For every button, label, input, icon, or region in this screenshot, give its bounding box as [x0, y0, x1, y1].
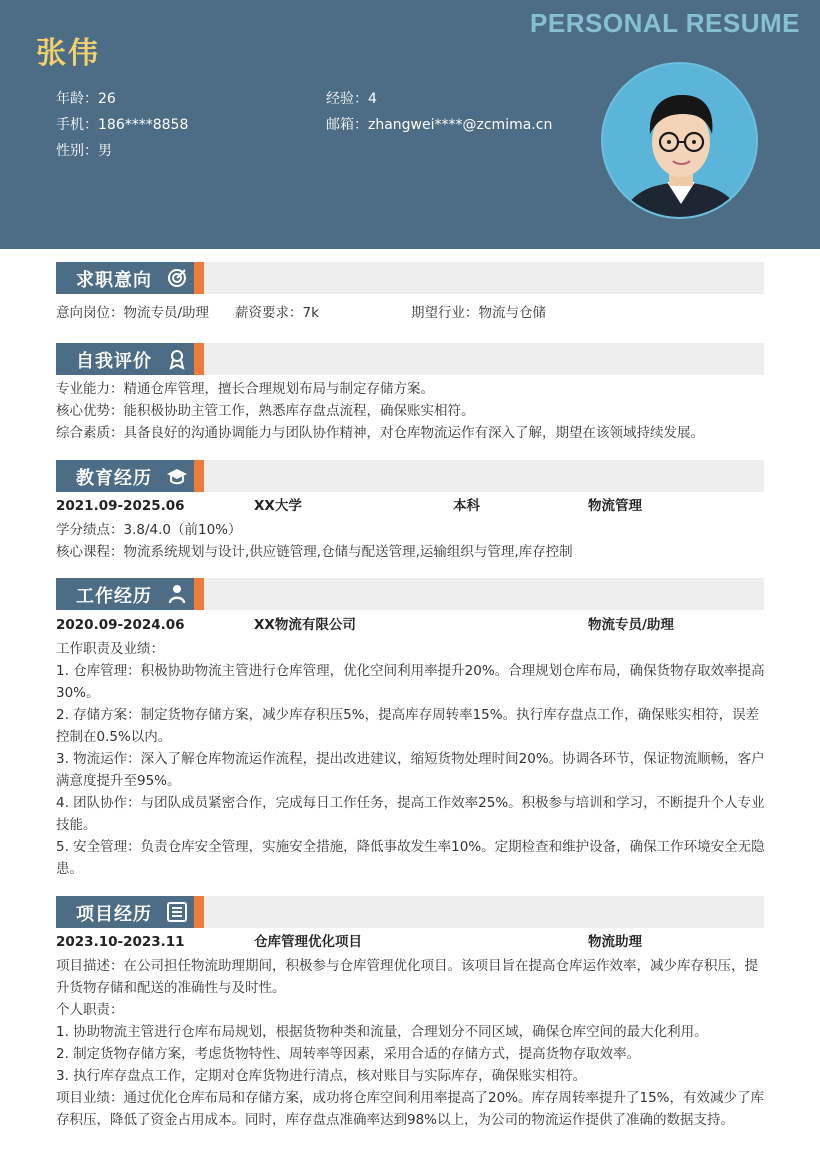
- project-duties-title: 个人职责：: [56, 1002, 124, 1018]
- project-role: 物流助理: [588, 934, 642, 950]
- section-header-education: [56, 460, 764, 492]
- intent-industry: 期望行业：物流与仓储: [411, 305, 546, 321]
- candidate-name: 张伟: [36, 36, 100, 71]
- project-duty: 2. 制定货物存储方案，考虑货物特性、周转率等因素，采用合适的存储方式，提高货物存取效率。: [56, 1046, 641, 1062]
- resume-tag: PERSONAL RESUME: [530, 8, 800, 38]
- section-title: 教育经历: [76, 468, 152, 489]
- avatar: [601, 62, 758, 219]
- intent-salary: 薪资要求：7k: [235, 305, 319, 321]
- work-role: 物流专员/助理: [588, 617, 674, 633]
- list-icon: [166, 901, 188, 923]
- self-eval-line: 核心优势：能积极协助主管工作，熟悉库存盘点流程，确保账实相符。: [56, 403, 475, 419]
- email-info: 邮箱：zhangwei****@zcmima.cn: [326, 117, 553, 133]
- section-header-project: [56, 896, 764, 928]
- section-header-self-eval: [56, 343, 764, 375]
- section-title: 项目经历: [76, 904, 152, 925]
- experience-info: 经验：4: [326, 91, 377, 107]
- header-banner: [0, 0, 820, 249]
- section-title: 求职意向: [76, 270, 152, 291]
- section-header-work: [56, 578, 764, 610]
- gender-info: 性别：男: [56, 143, 112, 159]
- work-period: 2020.09-2024.06: [56, 617, 185, 633]
- project-description: 项目描述：在公司担任物流助理期间，积极参与仓库管理优化项目。该项目旨在提高仓库运作效率，减少库存积压，提升货物存储和配送的准确性与及时性。: [56, 958, 758, 996]
- section-title: 自我评价: [76, 351, 152, 372]
- work-item: 5. 安全管理：负责仓库安全管理，实施安全措施，降低事故发生率10%。定期检查和维护设备，确保工作环境安全无隐患。: [56, 839, 765, 877]
- age-info: 年龄：26: [56, 91, 116, 107]
- edu-degree: 本科: [453, 498, 480, 514]
- avatar-portrait: [603, 64, 758, 219]
- edu-courses: 核心课程：物流系统规划与设计,供应链管理,仓储与配送管理,运输组织与管理,库存控制: [56, 544, 573, 560]
- user-icon: [166, 583, 188, 605]
- intent-position: 意向岗位：物流专员/助理: [56, 305, 210, 321]
- work-item: 2. 存储方案：制定货物存储方案，减少库存积压5%，提高库存周转率15%。执行库存盘点工作，确保账实相符，误差控制在0.5%以内。: [56, 707, 760, 745]
- edu-major: 物流管理: [588, 498, 642, 514]
- project-period: 2023.10-2023.11: [56, 934, 185, 950]
- work-company: XX物流有限公司: [254, 617, 356, 633]
- work-intro: 工作职责及业绩：: [56, 641, 164, 657]
- award-icon: [166, 348, 188, 370]
- self-eval-line: 综合素质：具备良好的沟通协调能力与团队协作精神，对仓库物流运作有深入了解，期望在该领域持续发展。: [56, 425, 704, 441]
- section-title: 工作经历: [76, 586, 152, 607]
- graduation-cap-icon: [166, 465, 188, 487]
- target-icon: [166, 267, 188, 289]
- work-item: 3. 物流运作：深入了解仓库物流运作流程，提出改进建议，缩短货物处理时间20%。协调各环节，保证物流顺畅，客户满意度提升至95%。: [56, 751, 765, 789]
- project-duty: 3. 执行库存盘点工作，定期对仓库货物进行清点，核对账目与实际库存，确保账实相符。: [56, 1068, 587, 1084]
- project-achievement: 项目业绩：通过优化仓库布局和存储方案，成功将仓库空间利用率提高了20%。库存周转率提升了15%，有效减少了库存积压，降低了资金占用成本。同时，库存盘点准确率达到98%以上，为公司的物流运作提供了准确的数据支持。: [56, 1090, 765, 1128]
- self-eval-line: 专业能力：精通仓库管理，擅长合理规划布局与制定存储方案。: [56, 381, 434, 397]
- work-item: 4. 团队协作：与团队成员紧密合作，完成每日工作任务，提高工作效率25%。积极参与培训和学习，不断提升个人专业技能。: [56, 795, 765, 833]
- phone-info: 手机：186****8858: [56, 117, 189, 133]
- edu-period: 2021.09-2025.06: [56, 498, 185, 514]
- work-item: 1. 仓库管理：积极协助物流主管进行仓库管理，优化空间利用率提升20%。合理规划仓库布局，确保货物存取效率提高30%。: [56, 663, 765, 701]
- project-name: 仓库管理优化项目: [254, 934, 362, 950]
- edu-school: XX大学: [254, 498, 302, 514]
- edu-gpa: 学分绩点：3.8/4.0（前10%）: [56, 522, 242, 538]
- project-duty: 1. 协助物流主管进行仓库布局规划，根据货物种类和流量，合理划分不同区域，确保仓库空间的最大化利用。: [56, 1024, 708, 1040]
- section-header-intent: [56, 262, 764, 294]
